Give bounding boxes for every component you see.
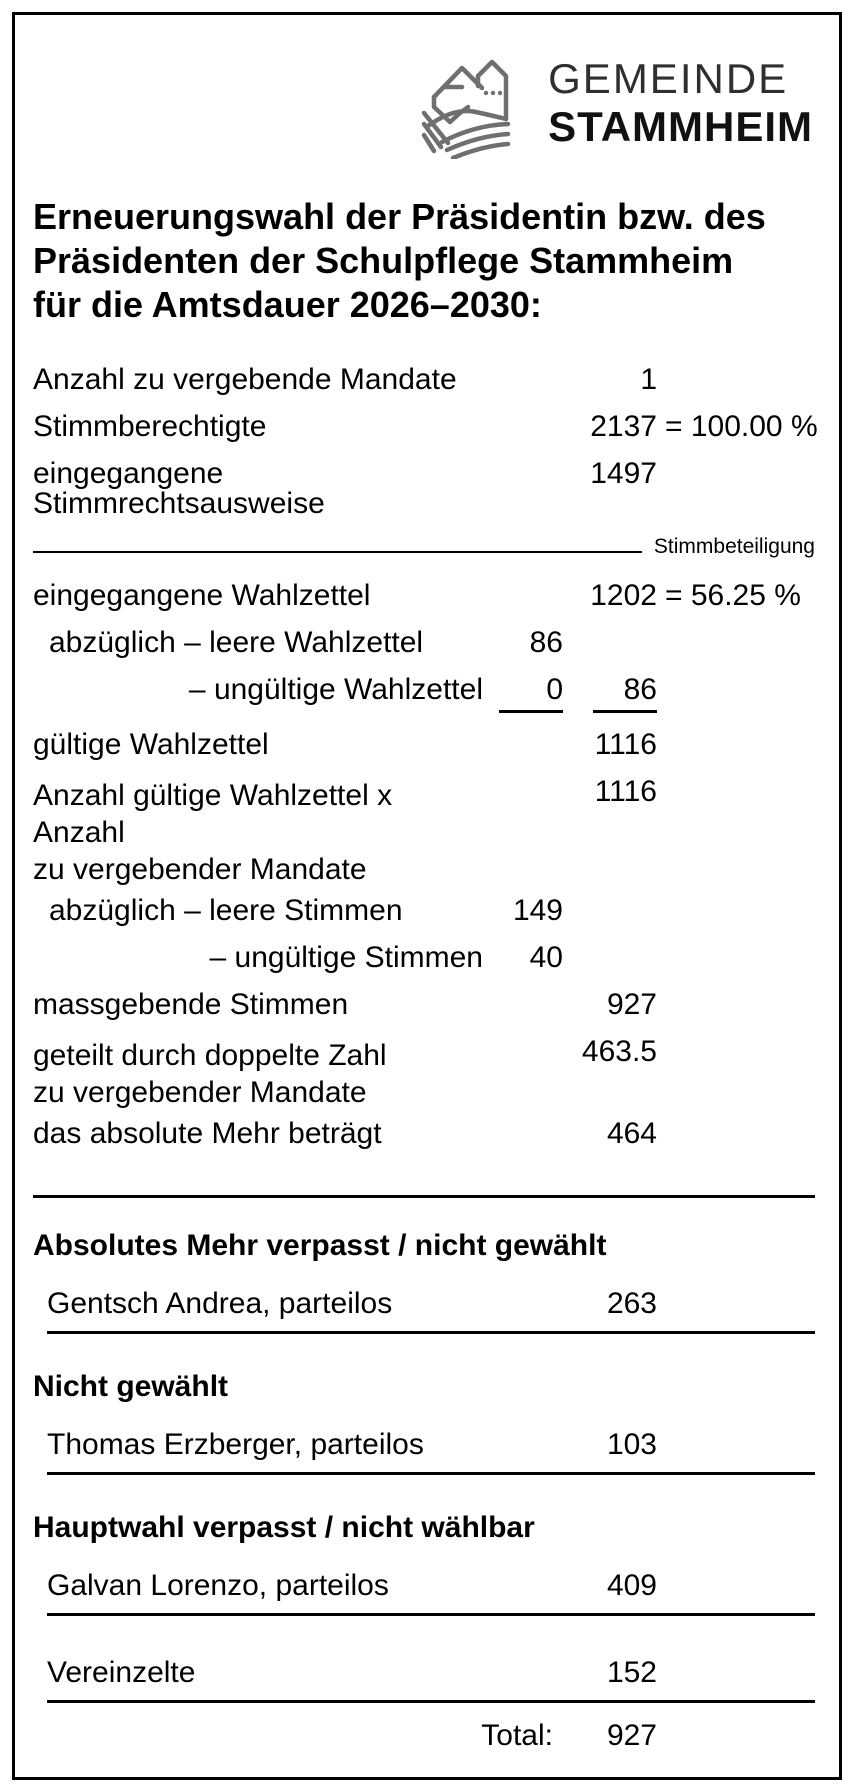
- logo-text: [548, 55, 813, 151]
- row-value-right: 1497: [590, 457, 657, 490]
- candidate-votes: 409: [606, 1569, 657, 1602]
- row-value-right: 2137: [590, 410, 657, 443]
- row-label: das absolute Mehr beträgt: [33, 1117, 382, 1150]
- tally-row-absolute-majority: [33, 1119, 815, 1149]
- municipality-logo: [33, 47, 813, 159]
- section-heading-missed-majority: Absolutes Mehr verpasst / nicht gewählt: [33, 1229, 607, 1262]
- row-label-line2: zu vergebender Mandate: [33, 1076, 367, 1109]
- row-label: [33, 777, 483, 888]
- title-line-3: für die Amtsdauer 2026–2030:: [33, 284, 542, 325]
- row-value-mid: 40: [529, 941, 563, 974]
- tally-row-valid-times-mandates: [33, 777, 815, 888]
- row-suffix: = 56.25 %: [665, 579, 801, 612]
- candidate-name: Gentsch Andrea, parteilos: [47, 1287, 393, 1320]
- tally-row-empty-votes: [33, 896, 815, 926]
- divider-line: [33, 551, 642, 553]
- total-label: Total:: [481, 1719, 553, 1752]
- castle-vineyard-icon: [420, 47, 526, 159]
- row-label: eingegangene Wahlzettel: [33, 579, 371, 612]
- row-value-mid: 149: [512, 894, 563, 927]
- row-label: Stimmberechtigte: [33, 410, 267, 443]
- section-divider-rule: [33, 1195, 815, 1198]
- candidate-name: Thomas Erzberger, parteilos: [47, 1428, 424, 1461]
- tally-row-voting-cards: [33, 459, 815, 519]
- row-label: Anzahl zu vergebende Mandate: [33, 363, 457, 396]
- tally-row-invalid-ballots: [33, 675, 815, 713]
- page-title: [33, 195, 815, 327]
- row-label: gültige Wahlzettel: [33, 728, 269, 761]
- section-heading-not-electable: Hauptwahl verpasst / nicht wählbar: [33, 1511, 535, 1544]
- candidate-votes: 103: [606, 1428, 657, 1461]
- tally-row-eligible-voters: [33, 410, 818, 443]
- section-heading-not-elected: Nicht gewählt: [33, 1370, 229, 1403]
- row-label: abzüglich – leere Stimmen: [49, 894, 403, 927]
- row-label: – ungültige Wahlzettel: [188, 673, 483, 706]
- election-report-page: [12, 12, 842, 1780]
- total-value: 927: [606, 1719, 657, 1752]
- candidate-row: [47, 1430, 815, 1475]
- logo-org-line1: GEMEINDE: [548, 55, 789, 102]
- tally-row-decisive-votes: [33, 990, 815, 1020]
- row-value-mid: [483, 675, 563, 713]
- candidate-row: [47, 1571, 815, 1616]
- candidate-name: Galvan Lorenzo, parteilos: [47, 1569, 389, 1602]
- tally-row-ballots-received: [33, 581, 815, 611]
- tally-table: [33, 363, 818, 1150]
- total-row: [47, 1721, 815, 1751]
- underlined-value: 86: [593, 675, 657, 713]
- row-value-right: 927: [606, 988, 657, 1021]
- row-label: – ungültige Stimmen: [209, 941, 483, 974]
- row-label-line1: geteilt durch doppelte Zahl: [33, 1039, 387, 1072]
- row-label: massgebende Stimmen: [33, 988, 349, 1021]
- underlined-value: 0: [499, 675, 563, 713]
- candidate-votes: 263: [606, 1287, 657, 1320]
- tally-row-valid-ballots: [33, 730, 815, 760]
- row-label: abzüglich – leere Wahlzettel: [49, 626, 424, 659]
- row-value-right: [577, 675, 657, 713]
- logo-org-line2: STAMMHEIM: [548, 103, 813, 150]
- row-value-right: 1202: [590, 579, 657, 612]
- title-line-2: Präsidenten der Schulpflege Stammheim: [33, 240, 734, 281]
- tally-row-mandates: [33, 365, 815, 395]
- participation-label: Stimmbeteiligung: [653, 535, 815, 558]
- row-label-line2: zu vergebender Mandate: [33, 853, 367, 886]
- candidate-row: [47, 1289, 815, 1334]
- row-value-right: 1116: [594, 775, 657, 808]
- title-line-1: Erneuerungswahl der Präsidentin bzw. des: [33, 196, 766, 237]
- tally-row-invalid-votes: [33, 943, 815, 973]
- row-label-line1: Anzahl gültige Wahlzettel x Anzahl: [33, 779, 393, 849]
- scattered-votes-row: [47, 1658, 815, 1703]
- scattered-votes: 152: [606, 1656, 657, 1689]
- scattered-label: Vereinzelte: [47, 1656, 196, 1689]
- row-suffix: = 100.00 %: [665, 410, 818, 443]
- row-value-right: 1116: [594, 728, 657, 761]
- row-value-mid: 86: [529, 626, 563, 659]
- row-label: [33, 1037, 483, 1111]
- tally-row-empty-ballots: [33, 628, 815, 658]
- participation-divider: [33, 536, 815, 558]
- row-label: eingegangene Stimmrechtsausweise: [33, 457, 325, 520]
- tally-row-divided-by-double: [33, 1037, 815, 1111]
- row-value-right: 464: [606, 1117, 657, 1150]
- row-value-right: 1: [640, 363, 657, 396]
- row-value-right: 463.5: [581, 1035, 657, 1068]
